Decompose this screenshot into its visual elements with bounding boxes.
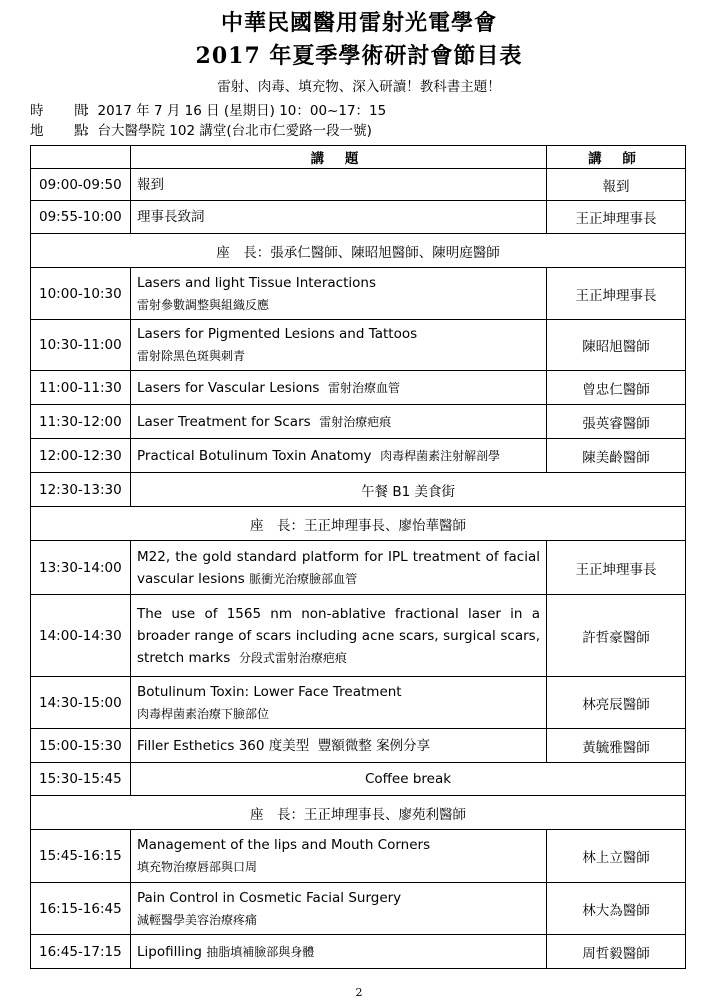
topic-en: The use of 1565 nm non-ablative fractional laser in a broader range of scars including acne scars, surgical scars, stretch marks [137,605,540,666]
info-place-value: ：台大醫學院 102 講堂(台北市仁愛路一段一號) [84,123,372,139]
row-speaker: 張英睿醫師 [547,405,686,439]
row-topic [131,595,547,677]
title-program: 2017 年夏季學術研討會節目表 [195,43,523,69]
table-header-row [31,146,686,169]
topic-zh: 脈衝光治療臉部血管 [249,571,358,586]
table-row [31,595,686,677]
row-topic [131,883,547,935]
row-topic: 報到 [131,169,547,201]
lunch-cell: 午餐 B1 美食街 [131,473,686,507]
table-row [31,473,686,507]
topic-en: Lasers for Vascular Lesions [137,379,320,396]
topic-en: Laser Treatment for Scars [137,413,311,430]
chair-text: 座 長：王正坤理事長、廖苑利醫師 [31,796,686,830]
row-time: 10:30-11:00 [31,320,131,371]
table-row [31,201,686,234]
row-time: 16:15-16:45 [31,883,131,935]
chair-row [31,796,686,830]
table-row [31,371,686,405]
header-time-cell [31,146,131,169]
row-speaker: 曾忠仁醫師 [547,371,686,405]
row-speaker: 許哲豪醫師 [547,595,686,677]
row-time: 14:00-14:30 [31,595,131,677]
row-speaker: 王正坤理事長 [547,201,686,234]
row-speaker: 王正坤理事長 [547,541,686,595]
table-row [31,405,686,439]
topic-en: Botulinum Toxin: Lower Face Treatment [137,683,402,700]
table-row [31,883,686,935]
title-association: 中華民國醫用雷射光電學會 [220,11,497,36]
row-time: 09:55-10:00 [31,201,131,234]
row-topic [131,677,547,729]
topic-zh: 肉毒桿菌素治療下臉部位 [137,706,270,721]
row-time: 14:30-15:00 [31,677,131,729]
topic-zh: 分段式雷射治療疤痕 [238,650,347,665]
row-time: 15:30-15:45 [31,763,131,796]
table-row [31,935,686,969]
row-time: 16:45-17:15 [31,935,131,969]
topic-zh: 減輕醫學美容治療疼痛 [137,912,258,927]
table-row [31,677,686,729]
info-place-key1: 地 [30,123,44,139]
subtitle: 雷射、肉毒、填充物、深入研讀！教科書主題！ [217,79,501,95]
topic-en: Lipofilling [137,943,202,960]
table-row [31,320,686,371]
chair-text: 座 長：張承仁醫師、陳昭旭醫師、陳明庭醫師 [31,234,686,268]
schedule-table [30,145,686,969]
row-speaker: 林大為醫師 [547,883,686,935]
row-topic [131,935,547,969]
topic-zh: 雷射除黑色斑與刺青 [137,349,246,363]
row-speaker: 王正坤理事長 [547,268,686,320]
table-row [31,541,686,595]
chair-text: 座 長：王正坤理事長、廖怡華醫師 [31,507,686,541]
row-speaker: 周哲毅醫師 [547,935,686,969]
row-speaker: 林亮辰醫師 [547,677,686,729]
topic-en: Lasers for Pigmented Lesions and Tattoos [137,326,418,342]
topic-en: Pain Control in Cosmetic Facial Surgery [137,889,402,906]
row-topic [131,830,547,883]
chair-row [31,507,686,541]
row-topic [131,405,547,439]
topic-zh: 雷射治療疤痕 [319,414,392,429]
row-topic: 理事長致詞 [131,201,547,234]
topic-en: Management of the lips and Mouth Corners [137,837,431,853]
row-time: 12:00-12:30 [31,439,131,473]
table-row [31,763,686,796]
row-time: 09:00-09:50 [31,169,131,201]
row-time: 12:30-13:30 [31,473,131,507]
row-time: 11:30-12:00 [31,405,131,439]
topic-zh: 雷射參數調整與組織反應 [137,297,270,312]
row-topic [131,541,547,595]
page-number: 2 [355,986,363,999]
chair-row [31,234,686,268]
row-topic [131,729,547,763]
row-time: 15:45-16:15 [31,830,131,883]
row-topic [131,268,547,320]
row-time: 13:30-14:00 [31,541,131,595]
row-speaker: 報到 [547,169,686,201]
row-time: 11:00-11:30 [31,371,131,405]
topic-en: Lasers and light Tissue Interactions [137,274,376,291]
topic-zh: 肉毒桿菌素注射解剖學 [380,448,501,463]
topic-en: Filler Esthetics 360 度美型 [137,737,310,754]
row-speaker: 林上立醫師 [547,830,686,883]
info-time [30,102,386,120]
header-topic: 講 題 [131,146,547,169]
row-time: 15:00-15:30 [31,729,131,763]
topic-en: M22, the gold standard platform for IPL treatment of facial vascular lesions [137,548,540,587]
table-row [31,439,686,473]
info-time-key2: 間 [74,103,88,119]
row-time: 10:00-10:30 [31,268,131,320]
row-topic [131,439,547,473]
topic-zh: 雷射治療血管 [328,380,401,395]
info-time-value: ：2017 年 7 月 16 日 (星期日) 10：00~17：15 [84,103,387,119]
header-speaker: 講 師 [547,146,686,169]
topic-zh: 抽脂填補臉部與身體 [206,944,315,959]
row-topic [131,320,547,371]
info-time-key1: 時 [30,103,44,119]
topic-zh: 豐額微整 案例分享 [317,737,431,754]
table-row [31,729,686,763]
row-topic [131,371,547,405]
table-row [31,169,686,201]
table-row [31,268,686,320]
info-place [30,122,372,140]
topic-zh: 填充物治療唇部與口周 [137,860,258,874]
topic-en: Practical Botulinum Toxin Anatomy [137,447,372,464]
row-speaker: 陳美齡醫師 [547,439,686,473]
row-speaker: 陳昭旭醫師 [547,320,686,371]
table-row [31,830,686,883]
info-place-key2: 點 [74,123,88,139]
coffee-cell: Coffee break [131,763,686,796]
row-speaker: 黃毓雅醫師 [547,729,686,763]
